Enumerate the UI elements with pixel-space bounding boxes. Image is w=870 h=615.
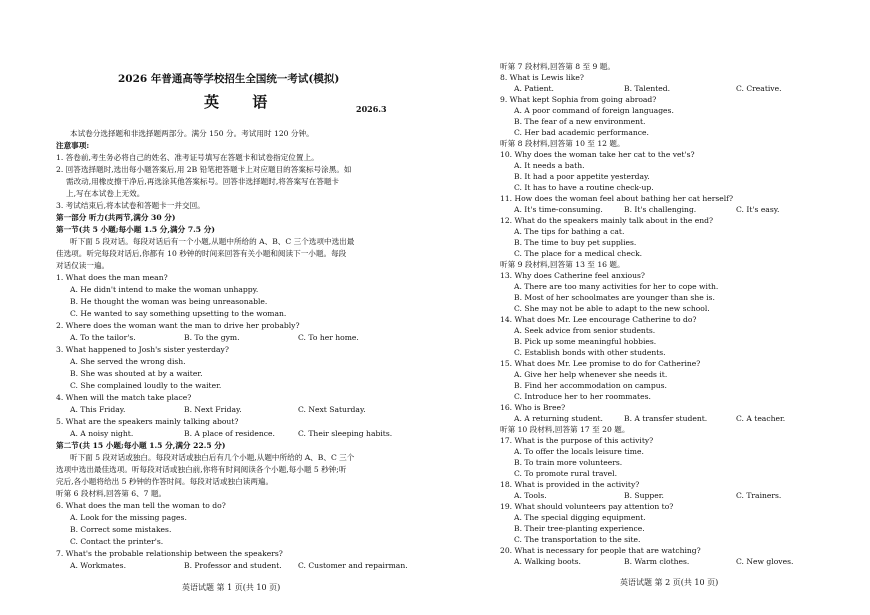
question-6-option-b: B. Correct some mistakes. — [70, 525, 172, 534]
question-1-option-b: B. He thought the woman was being unreasonable. — [70, 297, 268, 306]
question-20-option-a: A. Walking boots. — [514, 557, 581, 566]
question-16-option-b: B. A transfer student. — [624, 414, 708, 423]
exam-title: 2026 年普通高等学校招生全国统一考试(模拟) — [118, 73, 340, 85]
question-5-stem: 5. What are the speakers mainly talking about? — [56, 417, 239, 426]
subject-heading: 英 语 — [204, 93, 282, 111]
question-16-option-c: C. A teacher. — [736, 414, 786, 423]
note-line: 上,写在本试卷上无效。 — [66, 189, 145, 198]
question-4-options — [70, 405, 410, 415]
question-14-stem: 14. What does Mr. Lee encourage Catherine to do? — [500, 315, 697, 324]
question-4-option-a: A. This Friday. — [70, 405, 126, 414]
question-12-option-a: A. The tips for bathing a cat. — [514, 227, 625, 236]
question-16-options — [514, 414, 824, 424]
question-15-option-a: A. Give her help whenever she needs it. — [514, 370, 668, 379]
question-17-option-a: A. To offer the locals leisure time. — [514, 447, 644, 456]
question-2-options — [70, 333, 410, 343]
question-14-option-c: C. Establish bonds with other students. — [514, 348, 666, 357]
material-7-heading: 听第 7 段材料,回答第 8 至 9 题。 — [500, 62, 615, 71]
question-13-option-a: A. There are too many activities for her to cope with. — [514, 282, 719, 291]
question-7-option-a: A. Workmates. — [70, 561, 126, 570]
question-19-option-c: C. The transportation to the site. — [514, 535, 641, 544]
question-8-option-c: C. Creative. — [736, 84, 782, 93]
question-16-option-a: A. A returning student. — [514, 414, 603, 423]
question-2-stem: 2. Where does the woman want the man to drive her probably? — [56, 321, 300, 330]
question-4-stem: 4. When will the match take place? — [56, 393, 192, 402]
note-line: 2. 回答选择题时,选出每小题答案后,用 2B 铅笔把答题卡上对应题目的答案标号涂黑。如 — [56, 165, 352, 174]
question-17-stem: 17. What is the purpose of this activity? — [500, 436, 654, 445]
question-4-option-b: B. Next Friday. — [184, 405, 242, 414]
question-18-stem: 18. What is provided in the activity? — [500, 480, 640, 489]
question-2-option-b: B. To the gym. — [184, 333, 240, 342]
note-line: 3. 考试结束后,将本试卷和答题卡一并交回。 — [56, 201, 205, 210]
question-16-stem: 16. Who is Bree? — [500, 403, 566, 412]
question-7-options — [70, 561, 430, 571]
section-one-heading: 第一节(共 5 小题;每小题 1.5 分,满分 7.5 分) — [56, 225, 215, 234]
question-2-option-c: C. To her home. — [298, 333, 359, 342]
question-11-stem: 11. How does the woman feel about bathing her cat herself? — [500, 194, 734, 203]
question-7-option-c: C. Customer and repairman. — [298, 561, 408, 570]
question-9-option-b: B. The fear of a new environment. — [514, 117, 646, 126]
question-11-option-a: A. It's time-consuming. — [514, 205, 603, 214]
question-6-option-c: C. Contact the printer's. — [70, 537, 164, 546]
page-1-footer: 英语试题 第 1 页(共 10 页) — [182, 583, 281, 592]
section-one-instruction: 对话仅读一遍。 — [56, 261, 110, 270]
question-20-option-c: C. New gloves. — [736, 557, 794, 566]
question-3-option-b: B. She was shouted at by a waiter. — [70, 369, 203, 378]
material-10-heading: 听第 10 段材料,回答第 17 至 20 题。 — [500, 425, 630, 434]
question-19-stem: 19. What should volunteers pay attention to? — [500, 502, 674, 511]
question-9-option-a: A. A poor command of foreign languages. — [514, 106, 674, 115]
question-18-option-c: C. Trainers. — [736, 491, 782, 500]
question-10-option-a: A. It needs a bath. — [514, 161, 585, 170]
question-7-stem: 7. What's the probable relationship between the speakers? — [56, 549, 283, 558]
question-9-option-c: C. Her bad academic performance. — [514, 128, 649, 137]
question-8-stem: 8. What is Lewis like? — [500, 73, 584, 82]
page-2-footer: 英语试题 第 2 页(共 10 页) — [620, 578, 719, 587]
exam-intro: 本试卷分选择题和非选择题两部分。满分 150 分。考试用时 120 分钟。 — [70, 129, 314, 138]
exam-page-1 — [56, 0, 436, 615]
question-4-option-c: C. Next Saturday. — [298, 405, 366, 414]
question-9-stem: 9. What kept Sophia from going abroad? — [500, 95, 657, 104]
question-10-option-c: C. It has to have a routine check-up. — [514, 183, 654, 192]
exam-date: 2026.3 — [356, 104, 387, 114]
question-18-option-b: B. Supper. — [624, 491, 664, 500]
question-18-option-a: A. Tools. — [514, 491, 547, 500]
question-14-option-b: B. Pick up some meaningful hobbies. — [514, 337, 657, 346]
question-8-options — [514, 84, 824, 94]
question-5-options — [70, 429, 410, 439]
question-13-option-c: C. She may not be able to adapt to the new school. — [514, 304, 710, 313]
section-one-instruction: 听下面 5 段对话。每段对话后有一个小题,从题中所给的 A、B、C 三个选项中选出最 — [70, 237, 355, 246]
question-6-option-a: A. Look for the missing pages. — [70, 513, 187, 522]
material-6-heading: 听第 6 段材料,回答第 6、7 题。 — [56, 489, 167, 498]
question-3-stem: 3. What happened to Josh's sister yesterday? — [56, 345, 229, 354]
question-1-stem: 1. What does the man mean? — [56, 273, 168, 282]
question-8-option-b: B. Talented. — [624, 84, 671, 93]
question-10-stem: 10. Why does the woman take her cat to the vet's? — [500, 150, 695, 159]
question-19-option-b: B. Their tree-planting experience. — [514, 524, 645, 533]
material-8-heading: 听第 8 段材料,回答第 10 至 12 题。 — [500, 139, 625, 148]
question-15-stem: 15. What does Mr. Lee promise to do for Catherine? — [500, 359, 701, 368]
question-1-option-a: A. He didn't intend to make the woman unhappy. — [70, 285, 259, 294]
question-3-option-c: C. She complained loudly to the waiter. — [70, 381, 222, 390]
question-2-option-a: A. To the tailor's. — [70, 333, 136, 342]
question-20-stem: 20. What is necessary for people that are watching? — [500, 546, 701, 555]
section-two-instruction: 完后,各小题将给出 5 秒钟的作答时间。每段对话或独白读两遍。 — [56, 477, 274, 486]
section-two-heading: 第二节(共 15 小题;每小题 1.5 分,满分 22.5 分) — [56, 441, 226, 450]
question-6-stem: 6. What does the man tell the woman to do? — [56, 501, 226, 510]
question-10-option-b: B. It had a poor appetite yesterday. — [514, 172, 650, 181]
part-one-heading: 第一部分 听力(共两节,满分 30 分) — [56, 213, 176, 222]
note-line: 需改动,用橡皮擦干净后,再选涂其他答案标号。回答非选择题时,将答案写在答题卡 — [66, 177, 340, 186]
question-11-options — [514, 205, 824, 215]
question-19-option-a: A. The special digging equipment. — [514, 513, 646, 522]
question-12-option-c: C. The place for a medical check. — [514, 249, 643, 258]
section-two-instruction: 听下面 5 段对话或独白。每段对话或独白后有几个小题,从题中所给的 A、B、C 三个 — [70, 453, 355, 462]
question-5-option-b: B. A place of residence. — [184, 429, 275, 438]
question-20-option-b: B. Warm clothes. — [624, 557, 690, 566]
question-7-option-b: B. Professor and student. — [184, 561, 282, 570]
note-line: 1. 答卷前,考生务必将自己的姓名、准考证号填写在答题卡和试卷指定位置上。 — [56, 153, 319, 162]
question-1-option-c: C. He wanted to say something upsetting to the woman. — [70, 309, 287, 318]
exam-page-2 — [500, 0, 830, 615]
question-12-stem: 12. What do the speakers mainly talk about in the end? — [500, 216, 714, 225]
question-12-option-b: B. The time to buy pet supplies. — [514, 238, 637, 247]
question-11-option-c: C. It's easy. — [736, 205, 780, 214]
question-13-stem: 13. Why does Catherine feel anxious? — [500, 271, 645, 280]
section-two-instruction: 选项中选出最佳选项。听每段对话或独白前,你将有时间阅读各个小题,每小题 5 秒钟;听 — [56, 465, 347, 474]
question-13-option-b: B. Most of her schoolmates are younger than she is. — [514, 293, 715, 302]
notes-heading: 注意事项: — [56, 141, 90, 150]
question-11-option-b: B. It's challenging. — [624, 205, 697, 214]
question-20-options — [514, 557, 824, 567]
section-one-instruction: 佳选项。听完每段对话后,你都有 10 秒钟的时间来回答有关小题和阅读下一小题。每段 — [56, 249, 347, 258]
question-3-option-a: A. She served the wrong dish. — [70, 357, 186, 366]
question-5-option-a: A. A noisy night. — [70, 429, 134, 438]
question-5-option-c: C. Their sleeping habits. — [298, 429, 393, 438]
question-18-options — [514, 491, 824, 501]
question-17-option-c: C. To promote rural travel. — [514, 469, 617, 478]
material-9-heading: 听第 9 段材料,回答第 13 至 16 题。 — [500, 260, 625, 269]
question-15-option-b: B. Find her accommodation on campus. — [514, 381, 667, 390]
question-14-option-a: A. Seek advice from senior students. — [514, 326, 656, 335]
question-17-option-b: B. To train more volunteers. — [514, 458, 623, 467]
question-15-option-c: C. Introduce her to her roommates. — [514, 392, 651, 401]
question-8-option-a: A. Patient. — [514, 84, 554, 93]
